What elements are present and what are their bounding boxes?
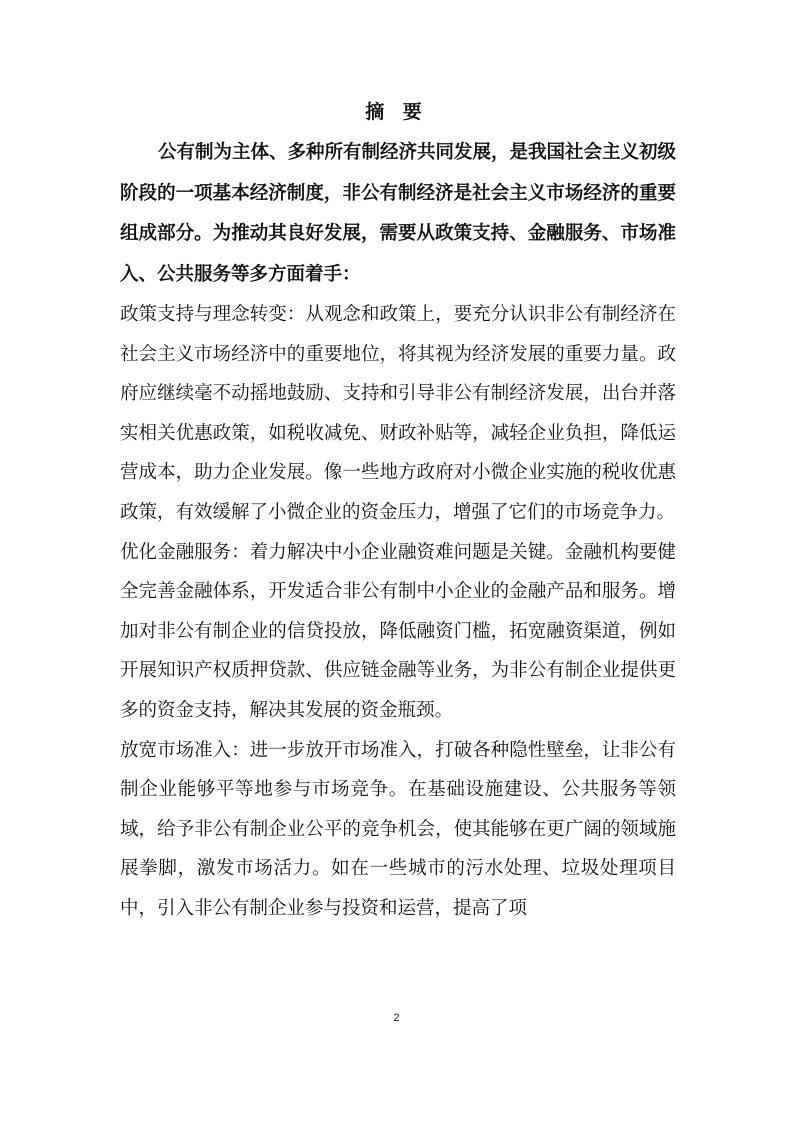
paragraph-market-access: 放宽市场准入：进一步放开市场准入，打破各种隐性壁垒，让非公有制企业能够平等地参与市场竞争。在基础设施建设、公共服务等领域，给予非公有制企业公平的竞争机会，使其能够在更广阔的领域施展拳脚，激发市场活力。如在一些城市的污水处理、垃圾处理项目中，引入非公有制企业参与投资和运营，提高了项 bbox=[120, 739, 676, 919]
paragraph-financial-services: 优化金融服务：着力解决中小企业融资难问题是关键。金融机构要健全完善金融体系，开发适合非公有制中小企业的金融产品和服务。增加对非公有制企业的信贷投放，降低融资门槛，拓宽融资渠道，例如开展知识产权质押贷款、供应链金融等业务，为非公有制企业提供更多的资金支持，解决其发展的资金瓶颈。 bbox=[120, 541, 676, 721]
page-title: 摘 要 bbox=[365, 101, 428, 123]
abstract-paragraph: 公有制为主体、多种所有制经济共同发展，是我国社会主义初级阶段的一项基本经济制度，非公有制经济是社会主义市场经济的重要组成部分。为推动其良好发展，需要从政策支持、金融服务、市场准入、公共服务等多方面着手： bbox=[120, 142, 677, 285]
paragraph-policy-support: 政策支持与理念转变：从观念和政策上，要充分认识非公有制经济在社会主义市场经济中的重要地位，将其视为经济发展的重要力量。政府应继续毫不动摇地鼓励、支持和引导非公有制经济发展，出台并落实相关优惠政策，如税收减免、财政补贴等，减轻企业负担，降低运营成本，助力企业发展。像一些地方政府对小微企业实施的税收优惠政策，有效缓解了小微企业的资金压力，增强了它们的市场竞争力。 bbox=[120, 304, 676, 523]
page-number: 2 bbox=[393, 1012, 400, 1024]
body-content bbox=[120, 133, 676, 929]
